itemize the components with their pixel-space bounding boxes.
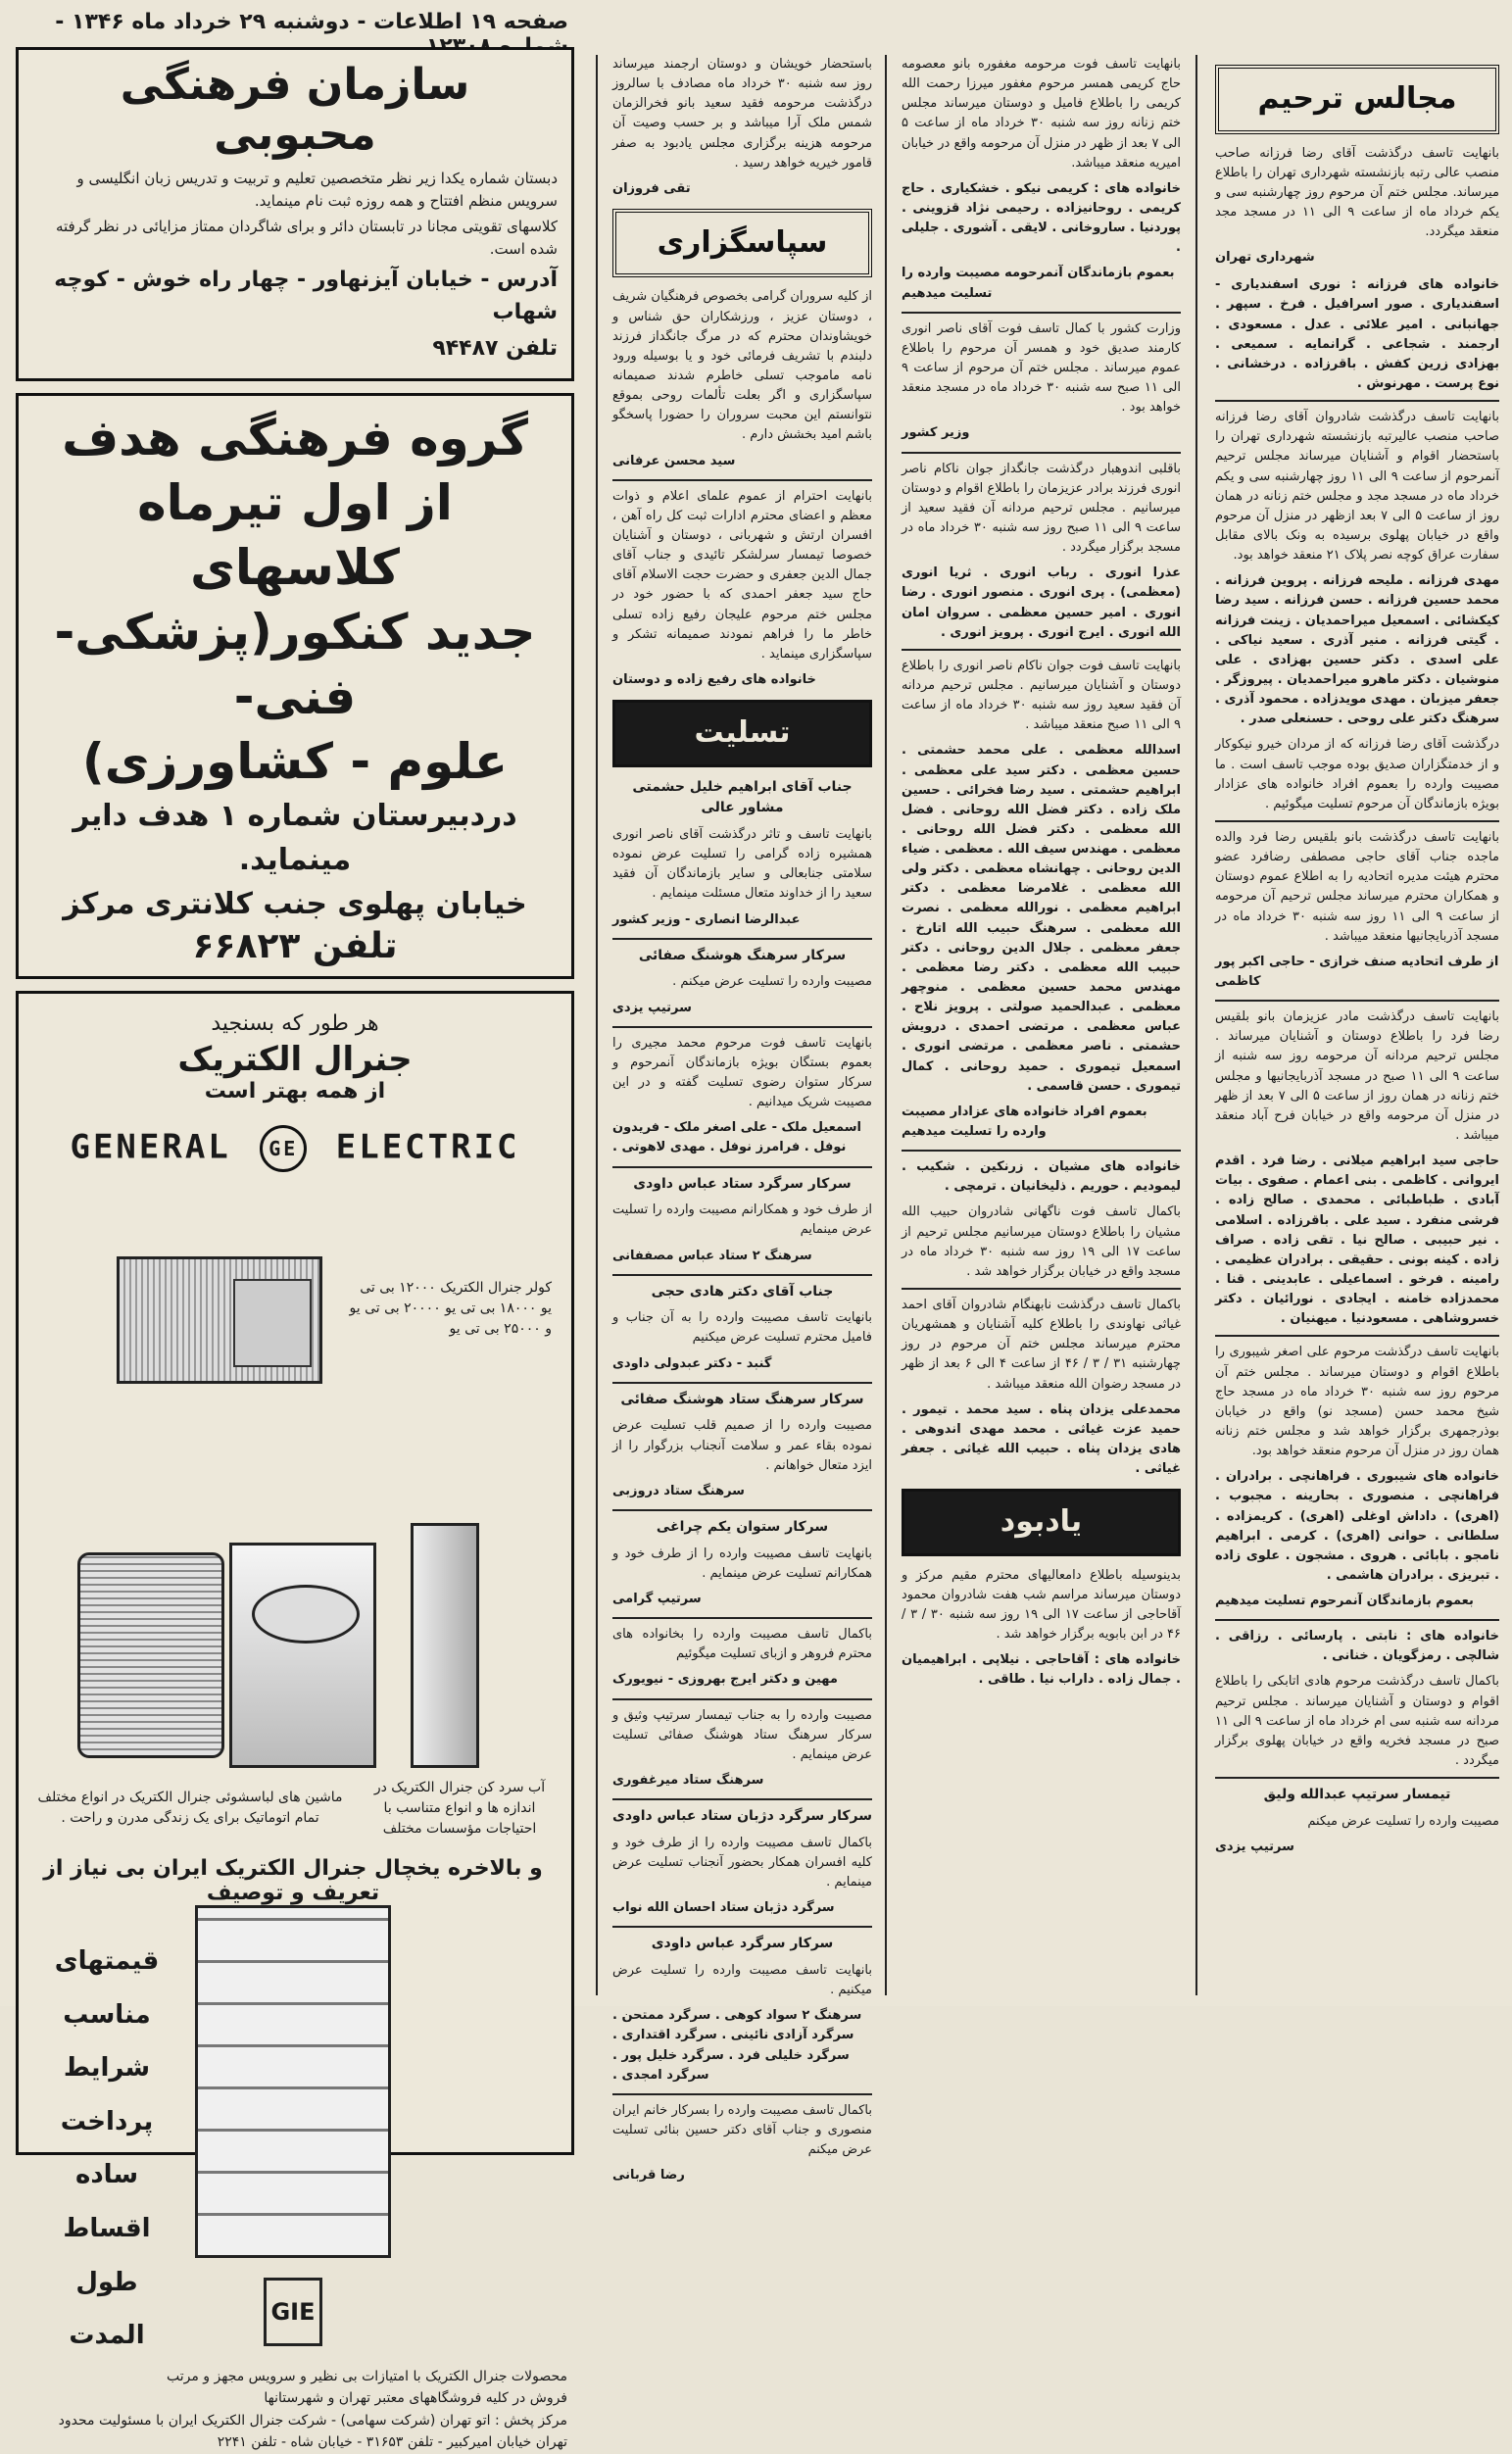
notice-text: بانهایت تاسف درگذشت آقای رضا فرزانه صاحب منصب عالی رتبه بازنشسته شهرداری تهران را باطلاع میرساند. مجلس ختم آن مرحوم روز چهارشنبه سی و یکم خرداد ماه از ساعت ۹ الی ۱۱ در مسجد مجد منعقد میگردد. [1215, 145, 1499, 240]
section-heading-yadbood: یادبود [902, 1489, 1181, 1556]
family-names: خانواده های : نابتی . پارسائی . رزاقی . شالچی . رمزگویان . خنانی . [1215, 1629, 1499, 1664]
separator [1215, 1619, 1499, 1621]
ad-hadaf-line-6: خیابان پهلوی جنب کلانتری مرکز [63, 887, 527, 921]
notice-text: بانهایت تاسف فوت جوان ناکام ناصر انوری را باطلاع دوستان و آشنایان میرسانیم . مجلس ترحیم مردانه آن فقید سعید روز سه شنبه ۳۰ خرداد ماه از ساعت ۹ الی ۱۱ صبح منعقد میباشد . [902, 658, 1181, 733]
notice-text: مصیبت وارده را تسلیت عرض میکنم [1307, 1813, 1499, 1829]
notice-text: بانهایت احترام از عموم علمای اعلام و ذوات معظم و اعضای محترم ادارات ثبت کل راه آهن ، افسران ارتش و شهربانی ، دوستان و آشنایان خصوصا تیمسار سرلشکر تائیدی و جناب آقای جمال الدین جعفری و حضرت حجت الاسلام آقای حاج سید جعفر احمدی که با حضور خود در مجلس ختم مرحوم علیجان رفیع زاده تسلی خاطر ما را فراهم نمودند صمیمانه تشکر و سپاسگزاری مینماید . [612, 488, 872, 662]
notice-signature: مهین و دکتر ایرج بهروزی - نیویورک [612, 1672, 838, 1688]
column-divider [1195, 55, 1197, 1995]
separator [612, 1274, 872, 1276]
notice-heading: جناب آقای ابراهیم خلیل حشمتی مشاور عالی [632, 778, 853, 816]
notice-text: از کلیه سروران گرامی بخصوص فرهنگیان شریف ، دوستان عزیز ، ورزشکاران حق شناس و خویشاوندان محترم که در مرگ جانگداز فرزند دلبندم با تشریف فرمائی خود و یا بوسیله ورود نامه ماموجب تسلی خاطرم شدند صمیمانه سپاسگزاری و اگر بعلت تألمات روحی بموقع نتوانستم این محبت سروران را حضورا پاسخگو باشم امید بخشش دارم . [612, 289, 872, 443]
notice-signature: سرتیپ گرامی [612, 1591, 702, 1606]
family-names: حاجی سید ابراهیم میلانی . رضا فرد . اقدم ایروانی . کاظمی . بنی اعمام . صفوی . بیات آبادی . طباطبائی . محمدی . صالح زاده . فرشی منفرد . سید علی . باقرزاده . اسلامی . نیر حبیبی . صالح نیا . تقی زاده . صراف زاده . کینه بونی . حقیقی . برادران عظیمی . رامینه . فرخو . اسماعیلی . عابدینی . قنا . محمدزاده خامنه . ایجادی . نورائیان . دکتر خسروشاهی . مسعودنیا . میهنیان . [1215, 1153, 1499, 1327]
ad-general-electric [16, 991, 574, 2451]
notice-text: باکمال تاسف مصیبت وارده را از طرف خود و کلیه افسران همکار بحضور آنجناب تسلیت عرض مینمایم . [612, 1835, 872, 1890]
family-names: خانواده های مشیان . زرنکین . شکیب . لیمودیم . حوریم . ذلیخانیان . ترمچی . [902, 1159, 1181, 1195]
water-cooler-illustration [411, 1523, 479, 1768]
ge-footer-4: تهران خیابان امیرکبیر - تلفن ۳۱۶۵۳ - خیابان شاه - تلفن ۲۲۴۱ [217, 2434, 567, 2451]
ge-intro: هر طور که بسنجید [211, 1011, 379, 1036]
family-names: اسدالله معظمی . علی محمد حشمتی . حسین معظمی . دکتر سید علی معظمی . ابراهیم حشمتی . سید رضا فخرائی . حسین ملک زاده . دکتر فضل الله روحانی . فضل الله معظمی . دکتر فضل الله روحانی . معظمی . مهندس سیف الله . معظمی . ضیاء الدین روحانی . چهانشاه معظمی . دکتر ولی الله معظمی . غلامرضا معظمی . دکتر ابراهیم معظمی . نورالله معظمی . نصرت الله معظمی . سرهنگ حبیب الله اتارخ . جعفر معظمی . جلال الدین روحانی . دکتر حبیب الله معظمی . دکتر رضا معظمی . مهندس محمد حسین معظمی . منوچهر معظمی . عبدالحمید صولتی . پرویز نلاح . عباس معظمی . مرتضی احمدی . درویش حشمتی . ناصر معظمی . مرتضی انوری . اسمعیل تیموری . حمید روحانی . کمال تیموری . حسن قاسمی . [902, 743, 1181, 1094]
family-names: محمدعلی یزدان پناه . سید محمد . تیمور . حمید عزت غیاثی . محمد مهدی اندوهی . هادی یزدان پناه . حبیب الله غیاثی . جعفر غیاثی . [902, 1401, 1181, 1477]
family-names: خانواده های : کریمی نیکو . خشکیاری . حاج کریمی . روحانیزاده . رحیمی نژاد قزوینی . پوردنیا . ساروخانی . لایقی . آشوری . جلیلی . [902, 180, 1181, 256]
family-names: خانواده های شیبوری . فراهانچی . برادران . فراهانچی . منصوری . بحارینه . مجبوب . (اهری) . داداش اوغلی (اهری) . کریمزاده . سلطانی . حوانی (اهری) . کرمی . ابراهیم نامجو . بابائی . هروی . مشجون . علوی زاده . تبریزی . برادران هاشمی . [1215, 1469, 1499, 1583]
separator [1215, 1335, 1499, 1337]
notice-text: از طرف خود و همکارانم مصیبت وارده را تسلیت عرض مینمایم [612, 1202, 872, 1238]
family-names: مهدی فرزانه . ملیحه فرزانه . پروین فرزانه . محمد حسین فرزانه . حسن فرزانه . سید رضا کیکشائی . اسمعیل میراحمدیان . زینت فرزانه . گیتی فرزانه . منیر آذری . سعید نیاکی . علی اسدی . دکتر حسین بهزادی . علی منوشیان . دکتر ماهرو میراحمدیان . پیروزگر . جعفر میزبان . مهدی مویدزاده . محمود آذری . سرهنگ دکتر علی روحی . حسنعلی صدر . [1215, 573, 1499, 727]
cooler-illustration [77, 1552, 224, 1758]
notice-signature: سرگرد دژبان ستاد احسان الله نواب [612, 1900, 835, 1916]
ge-footer [19, 2366, 567, 2454]
separator [612, 938, 872, 940]
ge-ac-caption: کولر جنرال الکتریک ۱۲۰۰۰ بی تی یو ۱۸۰۰۰ بی تی یو ۲۰۰۰۰ بی تی یو و ۲۵۰۰۰ بی تی یو [349, 1280, 552, 1337]
ad-hadaf-phone: تلفن ۶۶۸۲۳ [192, 926, 398, 966]
obituary-column-3 [611, 55, 872, 2184]
notice-text: باقلبی اندوهبار درگذشت جانگداز جوان ناکام ناصر انوری فرزند برادر عزیزمان را باطلاع اقوام و دوستان میرسانیم . مجلس ترحیم مردانه آن فقید سعید از ساعت ۹ الی ۱۱ صبح روز سه شنبه ۳۰ خرداد ماه در مسجد برگزار میگردد . [902, 461, 1181, 556]
column-divider [596, 55, 598, 1995]
separator [612, 2093, 872, 2095]
notice-text: باکمال تاسف درگذشت نابهنگام شادروان آقای احمد غیاثی نهاوندی را باطلاع کلیه آشنایان و همشهریان محترم میرساند مجلس ختم آن مرحوم در روز چهارشنبه ۳۱ / ۳ / ۴۶ از ساعت ۴ الی ۶ بعد از ظهر در مسجد رضوان الله منعقد میباشد . [902, 1298, 1181, 1392]
notice-signature: از طرف اتحادیه صنف خرازی - حاجی اکبر پور کاظمی [1215, 954, 1499, 989]
ge-fridge-title: و بالاخره یخچال جنرال الکتریک ایران بی نیاز از تعریف و توصیف [43, 1856, 543, 1905]
air-conditioner-illustration [117, 1256, 322, 1384]
notice-text: باستحضار خویشان و دوستان ارجمند میرساند روز سه شنبه ۳۰ خرداد ماه مصادف با سالروز درگذشت مرحومه فقید سعید بانو فخرالزمان شمس ملک آرا میباشد و بر حسب وصیت آن مرحومه هزینه برگزاری مجلس یادبود به صفر قامور خیریه خواهد رسید . [612, 57, 872, 171]
separator [902, 312, 1181, 314]
notice-heading: سرکار سرهنگ هوشنگ صفائی [638, 947, 847, 963]
notice-text: مصیبت وارده را به جناب تیمسار سرتیپ وثیق و سرکار سرهنگ ستاد هوشنگ صفائی تسلیت عرض مینمایم . [612, 1707, 872, 1762]
ad-hadaf-line-5: دردبیرستان شماره ۱ هدف دایر مینماید. [73, 799, 517, 877]
notice-signature: تقی فروزان [612, 180, 691, 196]
separator [612, 479, 872, 481]
notice-text: مصیبت وارده را از صمیم قلب تسلیت عرض نموده بقاء عمر و سلامت آنجناب بزرگوار را از ایزد متعال خواهانم . [612, 1418, 872, 1473]
notice-text: بدینوسیله باطلاع دامعالیهای محترم مقیم مرکز و دوستان میرساند مراسم شب هفت شادروان محمود آقاحاجی از ساعت ۱۷ الی ۱۹ روز سه شنبه ۳۰ / ۳ / ۴۶ در ابن بابویه برگزار خواهد شد . [902, 1567, 1181, 1643]
separator [1215, 1000, 1499, 1002]
ge-slogan: از همه بهتر است [204, 1079, 386, 1104]
notice-text: بانهایت تاسف درگذشت بانو بلقیس رضا فرد والده ماجده جناب آقای حاجی مصطفی رضافرد عضو محترم هیئت مدیره اتحادیه را به اطلاع عموم دوستان و همکاران محترم میرساند مجلس ترحیم آن مرحومه از ساعت ۹ الی ۱۱ روز سه شنبه ۳۰ خرداد ماه در مسجد آذربایجانیها منعقد میباشد . [1215, 830, 1500, 944]
notice-text: بانهایت تاسف درگذشت شادروان آقای رضا فرزانه صاحب منصب عالیرتبه بازنشسته شهرداری تهران را باستحضار اقوام و آشنایان میرساند مجلس ترحیم آنمرحوم از ساعت ۹ الی ۱۱ روز چهارشنبه سی و یکم خرداد ماه در مسجد مجد و مجلس ختم زنانه در همان روز از ساعت ۵ الی ۷ بعد ازظهر در منزل آن مرحوم واقع در خیابان پهلوی برسیده به ونک بالای مقابل سفارت عراق کوچه نصر پلاک ۲۱ منعقد خواهد بود. [1215, 410, 1499, 564]
ge-logo-left: GENERAL [70, 1127, 231, 1167]
notice-signature: گنبد - دکتر عبدولی داودی [612, 1355, 772, 1371]
notice-text: بانهایت تاسف درگذشت مرحوم علی اصغر شیبوری را باطلاع اقوام و دوستان میرساند . مجلس ختم آن مرحوم روز سه شنبه ۳۰ خرداد ماه در مسجد حاج شیخ محمد حسن (مسجد نو) واقع در خیابان بوذرجمهری برگزار خواهد شد و مجلس ختم زنانه همان روز در منزل آن مرحوم منعقد خواهد بود. [1215, 1345, 1500, 1459]
ge-price-2: شرایط پرداخت [60, 2053, 154, 2136]
notice-heading: سرکار سرگرد دژبان ستاد عباس داودی [611, 1808, 872, 1825]
notice-signature: شهرداری تهران [1215, 250, 1315, 266]
notice-signature: خانواده های رفیع زاده و دوستان [612, 672, 816, 688]
notice-signature: سید محسن عرفانی [612, 453, 736, 468]
advertisement-column [16, 47, 574, 2451]
notice-heading: سرکار ستوان یکم چراغی [656, 1519, 829, 1536]
gie-logo: GIE [264, 2278, 322, 2346]
ad-mahboobi-address: آدرس - خیابان آیزنهاور - چهار راه خوش - کوچه شهاب [54, 268, 558, 324]
section-heading-tasliat: تسلیت [612, 700, 872, 767]
notice-signature: سرهنگ ستاد میرغفوری [612, 1772, 764, 1788]
notice-signature: سرتیپ یزدی [1215, 1840, 1294, 1855]
washing-machine-illustration [229, 1543, 376, 1768]
notice-signature: سرهنگ ۲ سواد کوهی . سرگرد ممتحن . سرگرد آزادی نائینی . سرگرد اقتداری . سرگرد خلیلی فرد . سرگرد خلیل پور . سرگرد امجدی . [612, 2008, 862, 2083]
notice-signature: وزیر کشور [902, 425, 970, 441]
ad-mahboobi-text-2: کلاسهای تقویتی مجانا در تابستان دائر و برای شاگردان ممتاز مزایائی در نظر گرفته شده است. [55, 218, 558, 258]
ad-hadaf-line-2: از اول تیرماه کلاسهای [137, 474, 453, 596]
ge-price-1: قیمتهای مناسب [54, 1946, 160, 2030]
separator [612, 1798, 872, 1800]
notice-heading: جناب آقای دکتر هادی حجی [651, 1283, 834, 1300]
separator [612, 1166, 872, 1168]
ge-price-4: اقساط طول المدت [63, 2213, 151, 2351]
ac-dials-icon [233, 1279, 312, 1367]
notice-text: بانهایت تاسف مصیبت وارده را تسلیت عرض میکنیم . [612, 1963, 872, 1998]
ad-mahboobi-phone: تلفن ۹۴۴۸۷ [432, 336, 558, 361]
family-names: خانواده های فرزانه : نوری اسفندیاری - اسفندیاری . صور اسرافیل . فرخ . سپهر . جهانبانی . امیر علائی . عدل . مسعودی . ارجمند . شجاعی . گرانمایه . سمیعی . بهزادی زرین کفش . باقرزاده . درخشانی . نوع پرست . مهرنوش . [1215, 277, 1499, 392]
obituary-column-2 [902, 55, 1181, 2000]
ad-mahboobi-text-1: دبستان شماره یکدا زیر نظر متخصصین تعلیم و تربیت و تدریس زبان انگلیسی و سرویس منظم افتتاح و همه روزه ثبت نام مینماید. [76, 170, 558, 210]
family-names: خانواده های : آقاحاجی . نیلاپی . ابراهیمیان . جمال زاده . داراب نیا . طاقی . [902, 1652, 1181, 1688]
notice-signature: سرهنگ ۲ ستاد عباس مصففانی [612, 1248, 812, 1263]
page-header: صفحه ۱۹ اطلاعات - دوشنبه ۲۹ خرداد ماه ۱۳۴۶ - [55, 10, 568, 34]
refrigerator-illustration [195, 1905, 391, 2258]
notice-heading: سرکار سرگرد ستاد عباس داودی [633, 1175, 852, 1192]
ad-mahboobi [16, 47, 574, 381]
notice-text: بانهایت تاسف مصیبت وارده را از طرف خود و همکارانم تسلیت عرض مینمایم . [612, 1546, 872, 1581]
separator [612, 1617, 872, 1619]
section-heading-sepasgozari: سپاسگزاری [612, 209, 872, 278]
separator [1215, 400, 1499, 402]
separator [902, 649, 1181, 651]
notice-signature: بعموم بازماندگان آنمرحوم تسلیت میدهیم [1215, 1594, 1474, 1609]
separator [902, 1288, 1181, 1290]
family-names: عذرا انوری . رباب انوری . ثریا انوری (معظمی) . پری انوری . منصور انوری . رضا انوری . امیر حسین معظمی . سروان امان الله انوری . ایرج انوری . پرویز انوری . [902, 565, 1181, 640]
notice-text: بانهایت تاسف فوت مرحومه مغفوره بانو معصومه حاج کریمی همسر مرحوم مغفور میرزا رحمت الله کریمی را باطلاع فامیل و دوستان میرساند مجلس ختم زنانه روز سه شنبه ۳۰ خرداد ماه از ساعت ۵ الی ۷ بعد از ظهر در منزل آن مرحومه واقع در خیابان امیریه منعقد میباشد. [902, 57, 1182, 171]
notice-signature: بعموم بازماندگان آنمرحومه مصیبت وارده را تسلیت میدهیم [902, 266, 1175, 301]
notice-text: مصیبت وارده را تسلیت عرض میکنم . [672, 974, 872, 990]
column-divider [885, 55, 887, 1995]
notice-heading: تیمسار سرتیپ عبدالله ولیق [1263, 1787, 1451, 1803]
notice-heading: سرکار سرگرد عباس داودی [651, 1936, 834, 1952]
separator [612, 1026, 872, 1028]
washer-drum-icon [252, 1585, 360, 1644]
ge-monogram-icon: GE [260, 1125, 307, 1172]
notice-text: بانهایت تاسف مصیبت وارده را به آن جناب و فامیل محترم تسلیت عرض میکنیم [612, 1310, 872, 1346]
separator [1215, 820, 1499, 822]
notice-text: باکمال تاسف مصیبت وارده را بخانواده های محترم فروهر و ازبای تسلیت میگوئیم [612, 1627, 872, 1662]
notice-text: بانهایت تاسف درگذشت مادر عزیزمان بانو بلقیس رضا فرد را باطلاع دوستان و آشنایان میرساند . مجلس ترحیم مردانه آن مرحومه روز سه شنبه از ساعت ۹ الی ۱۱ صبح در مسجد آذربایجانیها و مجلس ختم زنانه در همان روز از ساعت ۵ الی ۷ بعد از ظهر در منزل آن مرحومه واقع در خیابان فرح آباد منعقد میباشد . [1215, 1009, 1499, 1143]
notice-text: باکمال تاسف مصیبت وارده را بسرکار خانم ایران منصوری و جناب آقای دکتر حسین بنائی تسلیت عرض میکنم [612, 2102, 872, 2158]
ge-brand-fa: جنرال الکتریک [177, 1040, 413, 1079]
notice-text: درگذشت آقای رضا فرزانه که از مردان خیرو نیکوکار و از خدمتگزاران صدیق بوده موجب تاسف است . ما مصیبت وارده را بعموم افراد خانواده های عزادار بویژه بازماندگان آن مرحوم تسلیت میگوئیم . [1215, 737, 1499, 811]
ge-washer-caption: ماشین های لباسشوئی جنرال الکتریک در انواع مختلف تمام اتوماتیک برای یک زندگی مدرن و راحت . [37, 1790, 343, 1826]
obituary-column-1 [1215, 55, 1499, 2000]
notice-signature: رضا قربانی [612, 2168, 685, 2184]
ad-hadaf-line-3: جدید کنکور(پزشکی-فنی- [54, 604, 536, 725]
section-heading-majales-tarhim: مجالس ترحیم [1215, 65, 1499, 134]
notice-text: باکمال تاسف درگذشت مرحوم هادی اتابکی را باطلاع اقوام و دوستان و آشنایان میرساند . مجلس ترحیم مردانه سه شنبه سی ام خرداد ماه از ساعت ۹ الی ۱۱ صبح در مسجد فخریه واقع در خیابان پهلوی برگزار میگردد . [1215, 1674, 1499, 1769]
ge-footer-1: محصولات جنرال الکتریک با امتیازات بی نظیر و سرویس مجهز و مرتب [166, 2369, 567, 2384]
notice-signature: عبدالرضا انصاری - وزیر کشور [612, 911, 801, 927]
notice-signature: بعموم افراد خانواده های عزادار مصیبت وارده را تسلیت میدهیم [902, 1104, 1147, 1140]
ad-hadaf [16, 393, 574, 979]
notice-text: بانهایت تاسف فوت مرحوم محمد مجیری را بعموم بستگان بویژه بازماندگان آنمرحوم و سرکار ستوان رضوی تسلیت گفته و در این مصیبت شریک میدانیم . [612, 1035, 872, 1110]
separator [1215, 1777, 1499, 1779]
notice-signature: سرهنگ ستاد دروزبی [612, 1483, 745, 1498]
ad-hadaf-line-1: گروه فرهنگی هدف [62, 410, 528, 466]
separator [612, 1926, 872, 1928]
separator [902, 1150, 1181, 1152]
separator [902, 452, 1181, 454]
separator [612, 1382, 872, 1384]
ad-hadaf-line-4: علوم - کشاورزی) [81, 733, 509, 790]
ge-footer-3: مرکز پخش : اتو تهران (شرکت سهامی) - شرکت جنرال الکتریک ایران با مسئولیت محدود [58, 2412, 567, 2429]
notice-text: باکمال تاسف فوت ناگهانی شادروان حبیب الله مشیان را باطلاع دوستان میرسانیم مجلس ترحیم از ساعت ۱۷ الی ۱۹ روز سه شنبه ۳۰ خرداد ماه در مسجد واقع در خیابان برگزار خواهد شد . [902, 1204, 1181, 1279]
ge-price-3: ساده [74, 2160, 139, 2190]
notice-heading: سرکار سرهنگ ستاد هوشنگ صفائی [620, 1391, 864, 1407]
separator [612, 1509, 872, 1511]
ge-footer-2: فروش در کلیه فروشگاههای معتبر تهران و شهرستانها [264, 2390, 567, 2407]
notice-signature: اسمعیل ملک - علی اصغر ملک - فریدون نوفل . فرامرز نوفل . مهدی لاهوتی . [612, 1120, 861, 1155]
ge-logo [32, 1125, 558, 1172]
ge-water-cooler-caption: آب سرد کن جنرال الکتریک در اندازه ها و انواع متناسب با احتیاجات مؤسسات مختلف [373, 1780, 546, 1837]
notice-text: بانهایت تاسف و تاثر درگذشت آقای ناصر انوری همشیره زاده گرامی را تسلیت عرض نموده سلامتی جنابعالی و سایر بازماندگان آن فقید سعید را از خداوند متعال مسئلت مینمایم . [612, 827, 872, 902]
notice-text: وزارت کشور با کمال تاسف فوت آقای ناصر انوری کارمند صدیق خود و همسر آن مرحوم را باطلاع عموم میرساند . مجلس ختم آن مرحوم از ساعت ۹ الی ۱۱ صبح سه شنبه ۳۰ خرداد ماه در مسجد منعقد خواهد بود . [902, 320, 1182, 416]
ge-price-terms [38, 1935, 175, 2363]
ge-logo-right: ELECTRIC [335, 1127, 520, 1167]
notice-signature: سرتیپ یزدی [612, 1000, 692, 1015]
separator [612, 1698, 872, 1700]
ad-mahboobi-title: سازمان فرهنگی محبوبی [120, 60, 470, 160]
